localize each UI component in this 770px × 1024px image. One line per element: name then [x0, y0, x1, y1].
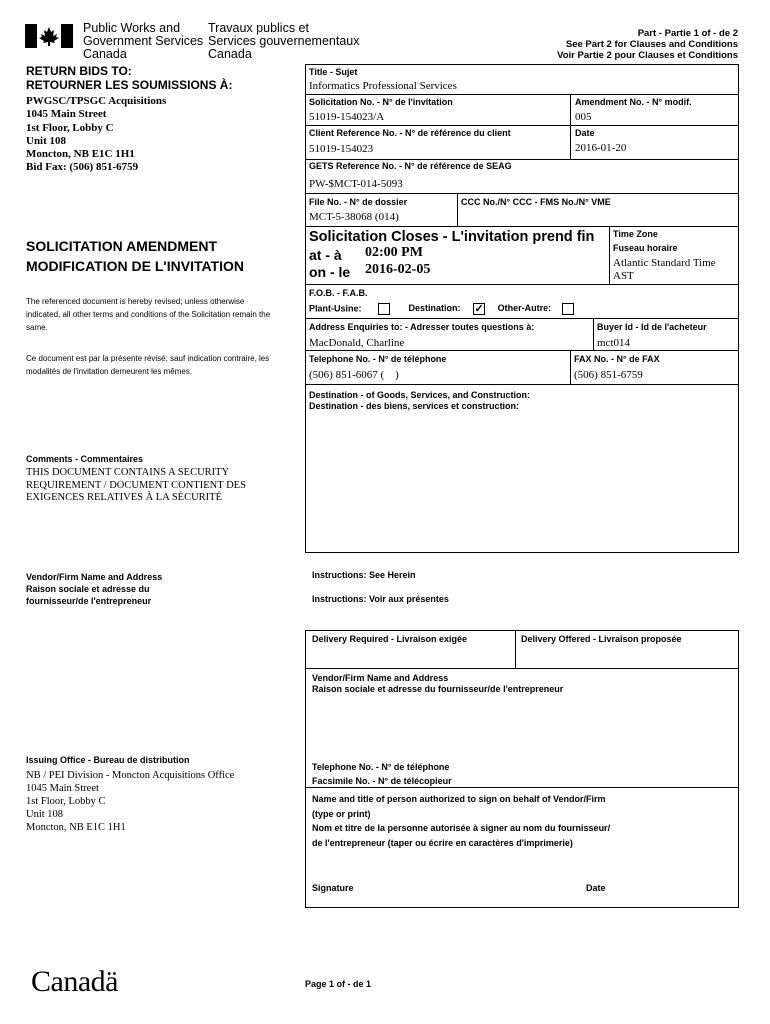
enquiries-label: Address Enquiries to: - Adresser toutes questions à: [309, 322, 535, 332]
title-label: Title - Sujet [309, 67, 358, 77]
destination-label: Destination: [408, 303, 461, 314]
closing-date-value: 2016-02-05 [365, 262, 431, 277]
issuing-line: Unit 108 [26, 809, 64, 820]
divider [570, 94, 571, 159]
issuing-office-address [26, 769, 234, 834]
other-checkbox[interactable] [562, 303, 574, 315]
amendment-number-value: 005 [575, 111, 592, 123]
fob-label: F.O.B. - F.A.B. [309, 288, 368, 298]
divider [457, 193, 458, 226]
destination-checkbox[interactable] [473, 303, 485, 315]
divider [593, 318, 594, 350]
file-number-label: File No. - N° de dossier [309, 197, 408, 207]
authorized-line: de l'entrepreneur (taper ou écrire en caractères d'imprimerie) [312, 837, 573, 848]
issuing-line: NB / PEI Division - Moncton Acquisitions Office [26, 770, 235, 781]
check-icon: ✓ [474, 303, 484, 315]
fax-label: FAX No. - N° de FAX [574, 354, 660, 364]
authorized-line: Nom et titre de la personne autorisée à signer au nom du fournisseur/ [312, 823, 611, 833]
issuing-line: Moncton, NB E1C 1H1 [26, 822, 126, 833]
part-info [557, 28, 738, 61]
signature-date-label: Date [586, 883, 606, 893]
authorized-person-label [312, 792, 610, 850]
agency-fr-line1: Travaux publics et [208, 21, 309, 35]
comments-label: Comments - Commentaires [26, 454, 144, 464]
return-address-line: Moncton, NB E1C 1H1 [26, 148, 135, 161]
agency-en-line3: Canada [83, 47, 127, 61]
file-number-value: MCT-5-38068 (014) [309, 211, 399, 223]
issuing-office-label: Issuing Office - Bureau de distribution [26, 755, 190, 765]
vendor-label-line: fournisseur/de l'entrepreneur [26, 596, 152, 606]
fax-value: (506) 851-6759 [574, 369, 643, 381]
closing-time-label: at - à [309, 247, 342, 263]
agency-en-line2: Government Services [83, 34, 204, 48]
divider [570, 350, 571, 384]
plant-checkbox[interactable] [378, 303, 390, 315]
buyer-id-label: Buyer Id - Id de l'acheteur [597, 322, 707, 332]
telephone-label: Telephone No. - N° de téléphone [309, 354, 447, 364]
time-zone-label-en: Time Zone [613, 229, 658, 239]
gets-reference-value: PW-$MCT-014-5093 [309, 178, 403, 190]
solicitation-number-label: Solicitation No. - N° de l'invitation [309, 97, 453, 107]
return-bids-fr: RETOURNER LES SOUMISSIONS À: [26, 78, 233, 92]
time-zone-value: Atlantic Standard Time [613, 257, 716, 269]
see-part-en: See Part 2 for Clauses and Conditions [565, 39, 738, 50]
date-label: Date [575, 128, 595, 138]
buyer-id-value: mct014 [597, 337, 630, 349]
amendment-text-en: The referenced document is hereby revised; unless otherwise indicated, all other terms and conditions of the Solicitation remain the same. [26, 297, 271, 332]
time-zone-label-fr: Fuseau horaire [613, 243, 678, 253]
comments-line: EXIGENCES RELATIVES À LA SÉCURITÉ [26, 492, 222, 503]
authorized-line: Name and title of person authorized to sign on behalf of Vendor/Firm [312, 794, 606, 804]
return-address-line: PWGSC/TPSGC Acquisitions [26, 95, 167, 107]
closing-time-value: 02:00 PM [365, 245, 423, 260]
canada-flag-logo [25, 24, 73, 48]
return-address-line: Unit 108 [26, 134, 67, 147]
page-number: Page 1 of - de 1 [305, 979, 372, 989]
amendment-text-fr: Ce document est par la présente révisé; sauf indication contraire, les modalités de l'invitation demeurent les mêmes. [26, 354, 270, 376]
time-zone-cell [610, 227, 738, 283]
issuing-line: 1st Floor, Lobby C [26, 796, 106, 807]
authorized-line: (type or print) [312, 808, 371, 819]
delivery-offered-label: Delivery Offered - Livraison proposée [521, 634, 682, 644]
divider [305, 159, 739, 160]
fob-options [309, 303, 574, 315]
divider [305, 284, 739, 285]
agency-name-en [83, 22, 203, 61]
divider [305, 350, 739, 351]
return-bids-label [26, 64, 232, 92]
solicitation-number-value: 51019-154023/A [309, 111, 385, 123]
destination-goods-fr: Destination - des biens, services et construction: [309, 401, 520, 411]
comments-line: REQUIREMENT / DOCUMENT CONTIENT DES [26, 479, 246, 491]
amendment-title-en: SOLICITATION AMENDMENT [26, 238, 218, 254]
part-number: Part - Partie 1 of - de 2 [637, 28, 738, 39]
return-address-line: 1st Floor, Lobby C [26, 121, 114, 134]
time-zone-abbr: AST [613, 270, 634, 282]
destination-goods-en: Destination - of Goods, Services, and Construction: [309, 390, 531, 400]
title-value: Informatics Professional Services [309, 80, 457, 92]
divider [305, 384, 739, 385]
client-reference-value: 51019-154023 [309, 143, 374, 155]
enquiries-value: MacDonald, Charline [309, 337, 405, 349]
vendor-label-line: Vendor/Firm Name and Address [26, 572, 163, 582]
divider [305, 94, 739, 95]
client-reference-label: Client Reference No. - N° de référence du client [309, 128, 511, 138]
amendment-number-label: Amendment No. - N° modif. [575, 97, 692, 107]
return-address-line: 1045 Main Street [26, 108, 107, 121]
agency-en-line1: Public Works and [83, 21, 181, 35]
instructions-en: Instructions: See Herein [312, 570, 416, 580]
ccc-number-label: CCC No./N° CCC - FMS No./N° VME [461, 197, 611, 207]
divider [305, 125, 739, 126]
vendor-firm-en: Vendor/Firm Name and Address [312, 673, 449, 683]
plant-label: Plant-Usine: [309, 303, 362, 314]
solicitation-closes-label: Solicitation Closes - L'invitation prend fin [309, 229, 595, 245]
divider [305, 193, 739, 194]
vendor-contact-labels [312, 760, 452, 788]
divider [305, 318, 739, 319]
divider [515, 630, 516, 668]
issuing-line: 1045 Main Street [26, 783, 99, 794]
vendor-facsimile-label: Facsimile No. - N° de télécopieur [312, 776, 452, 786]
closing-date-label: on - le [309, 264, 351, 280]
vendor-firm-fr: Raison sociale et adresse du fournisseur/de l'entrepreneur [312, 684, 564, 694]
amendment-title [26, 236, 244, 276]
date-value: 2016-01-20 [575, 142, 627, 154]
agency-fr-line3: Canada [208, 47, 252, 61]
vendor-firm-label [312, 673, 563, 695]
divider [305, 787, 739, 788]
return-bid-fax: Bid Fax: (506) 851-6759 [26, 161, 139, 174]
delivery-required-label: Delivery Required - Livraison exigée [312, 634, 468, 644]
comments-line: THIS DOCUMENT CONTAINS A SECURITY [26, 467, 230, 478]
comments-text [26, 467, 246, 505]
agency-name-fr [208, 22, 359, 61]
agency-fr-line2: Services gouvernementaux [208, 34, 360, 48]
destination-goods-label [309, 390, 530, 412]
amendment-title-fr: MODIFICATION DE L'INVITATION [26, 258, 244, 274]
vendor-telephone-label: Telephone No. - N° de téléphone [312, 762, 450, 772]
divider [305, 668, 739, 669]
vendor-firm-label-left [26, 571, 162, 607]
return-bids-en: RETURN BIDS TO: [26, 64, 132, 78]
vendor-label-line: Raison sociale et adresse du [26, 584, 150, 594]
return-bids-address [26, 95, 166, 175]
see-part-fr: Voir Partie 2 pour Clauses et Conditions [557, 50, 738, 61]
other-label: Other-Autre: [497, 303, 552, 314]
signature-label: Signature [312, 883, 354, 893]
instructions-fr: Instructions: Voir aux présentes [312, 594, 449, 604]
canada-wordmark: Canadä [31, 965, 118, 998]
telephone-value: (506) 851-6067 ( ) [309, 369, 399, 381]
gets-reference-label: GETS Reference No. - N° de référence de SEAG [309, 161, 512, 171]
